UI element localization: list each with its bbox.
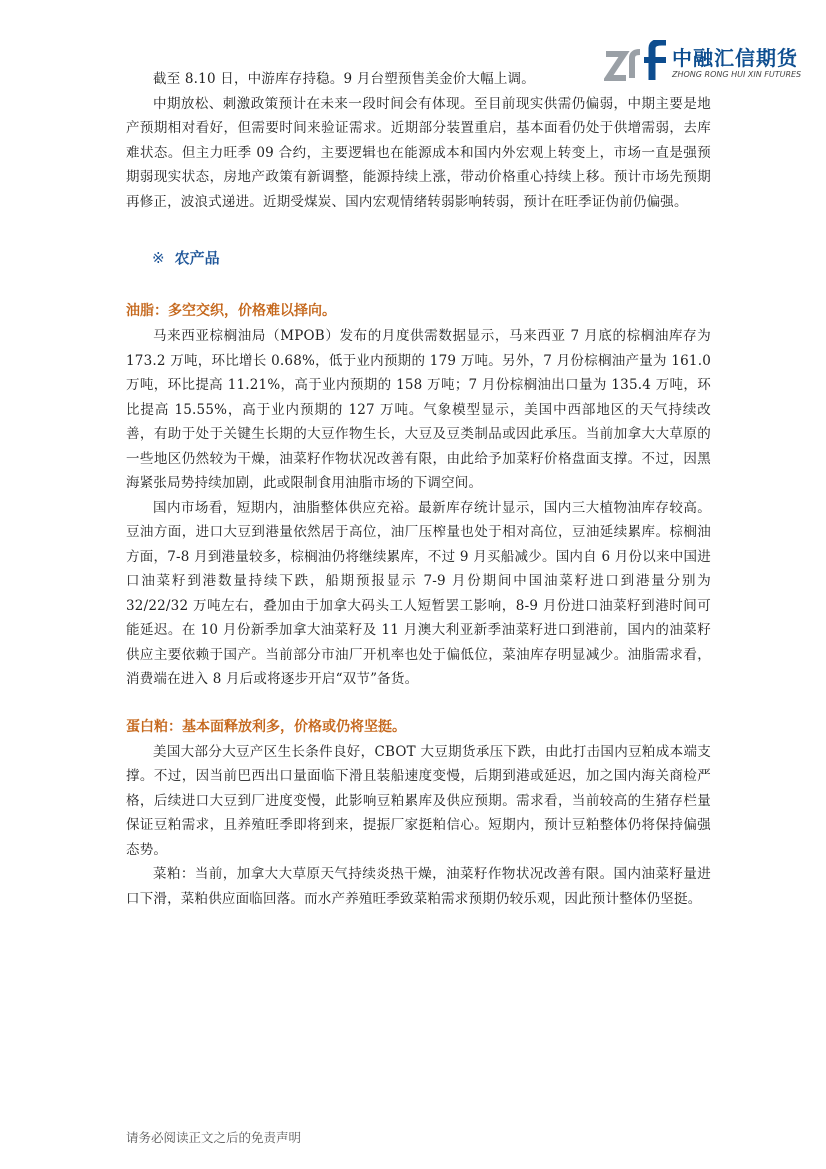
- paragraph: 中期放松、刺激政策预计在未来一段时间会有体现。至目前现实供需仍偏弱，中期主要是地产预期相对看好，但需要时间来验证需求。近期部分装置重启，基本面看仍处于供增需弱，去库难状态。但主力旺季 09 合约，主要逻辑也在能源成本和国内外宏观上转变上，市场一直是强预期弱现实状态，房地产政策有新调整，能源持续上涨，带动价格重心持续上移。预计市场先预期再修正，波浪式递进。近期受煤炭、国内宏观情绪转弱影响转弱，预计在旺季证伪前仍偏强。: [126, 95, 711, 210]
- logo-name-cn: 中融汇信期货: [672, 46, 798, 70]
- paragraph: 截至 8.10 日，中游库存持稳。9 月台塑预售美金价大幅上调。: [153, 71, 535, 87]
- disclaimer-footer: 请务必阅读正文之后的免责声明: [126, 1130, 302, 1145]
- document-body: [126, 67, 711, 911]
- section-mark: ※: [152, 249, 165, 267]
- paragraph: 美国大部分大豆产区生长条件良好，CBOT 大豆期货承压下跌，由此打击国内豆粕成本端支撑。不过，因当前巴西出口量面临下滑且装船速度变慢，后期到港或延迟，加之国内海关商检严格，后续进口大豆到厂进度变慢，此影响豆粕累库及供应预期。需求看，当前较高的生猪存栏量保证豆粕需求，且养殖旺季即将到来，提振厂家挺粕信心。短期内，预计豆粕整体仍将保持偏强态势。: [126, 743, 711, 858]
- logo-name-en: ZHONG RONG HUI XIN FUTURES: [672, 70, 802, 79]
- oil-heading: 油脂：多空交织，价格难以择向。: [126, 303, 336, 319]
- section-title: 农产品: [174, 249, 220, 267]
- paragraph: 马来西亚棕榈油局（MPOB）发布的月度供需数据显示，马来西亚 7 月底的棕榈油库存为 173.2 万吨，环比增长 0.68%，低于业内预期的 179 万吨。另外，7 月份棕榈油产量为 161.0 万吨，环比提高 11.21%，高于业内预期的 158 万吨；7 月份棕榈油出口量为 135.4 万吨，环比提高 15.55%，高于业内预期的 127 万吨。气象模型显示，美国中西部地区的天气持续改善，有助于处于关键生长期的大豆作物生长，大豆及豆类制品或因此承压。当前加拿大大草原的一些地区仍然较为干燥，油菜籽作物状况改善有限，由此给予加菜籽价格盘面支撑。不过，因黑海紧张局势持续加剧，此或限制食用油脂市场的下调空间。: [126, 328, 711, 491]
- meal-heading: 蛋白粕：基本面释放利多，价格或仍将坚挺。: [126, 718, 406, 735]
- paragraph: 国内市场看，短期内，油脂整体供应充裕。最新库存统计显示，国内三大植物油库存较高。豆油方面，进口大豆到港量依然居于高位，油厂压榨量也处于相对高位，豆油延续累库。棕榈油方面，7-8 月到港量较多，棕榈油仍将继续累库，不过 9 月买船减少。国内自 6 月份以来中国进口油菜籽到港数量持续下跌，船期预报显示 7-9 月份期间中国油菜籽进口到港量分别为 32/22/32 万吨左右，叠加由于加拿大码头工人短暂罢工影响，8-9 月份进口油菜籽到港时间可能延迟。在 10 月份新季加拿大油菜籽及 11 月澳大利亚新季油菜籽进口到港前，国内的油菜籽供应主要依赖于国产。当前部分市油厂开机率也处于偏低位，菜油库存明显减少。油脂需求看，消费端在进入 8 月后或将逐步开启“双节”备货。: [126, 499, 711, 687]
- paragraph: 菜粕：当前，加拿大大草原天气持续炎热干燥，油菜籽作物状况改善有限。国内油菜籽量进口下滑，菜粕供应面临回落。而水产养殖旺季致菜粕需求预期仍较乐观，因此预计整体仍坚挺。: [126, 866, 711, 907]
- section-heading: [126, 244, 711, 272]
